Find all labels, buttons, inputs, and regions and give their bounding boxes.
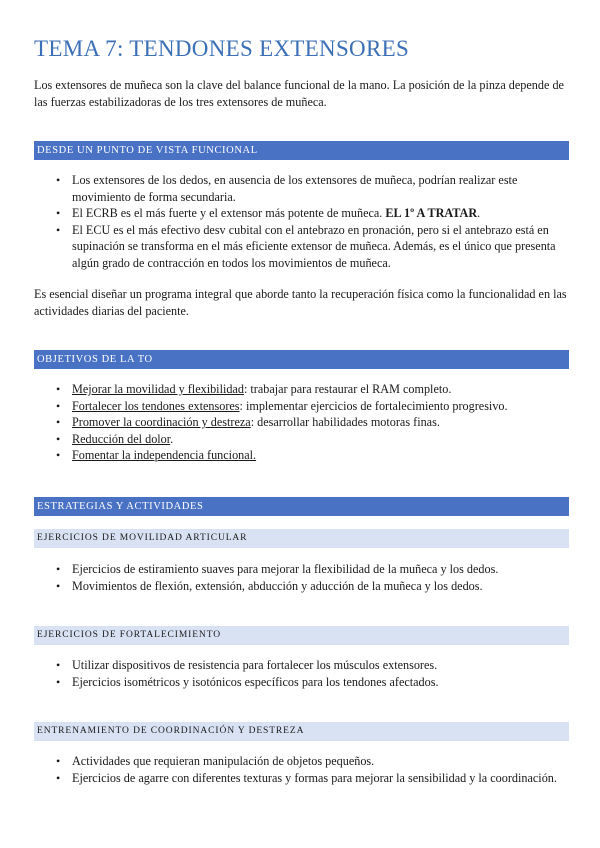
list-item-text: Actividades que requieran manipulación de objetos pequeños. bbox=[72, 754, 375, 768]
list-item bbox=[34, 674, 569, 691]
objective-title: Mejorar la movilidad y flexibilidad bbox=[72, 382, 244, 396]
bullet-icon: • bbox=[56, 415, 61, 429]
list-item bbox=[34, 431, 569, 448]
mobility-list bbox=[34, 561, 569, 594]
list-item-text: Ejercicios isométricos y isotónicos específicos para los tendones afectados. bbox=[72, 674, 439, 689]
coordination-list bbox=[34, 753, 569, 786]
page-title: TEMA 7: TENDONES EXTENSORES bbox=[34, 36, 410, 61]
list-item bbox=[34, 398, 569, 415]
objectives-list bbox=[34, 381, 569, 464]
section-heading-objectives: OBJETIVOS DE LA TO bbox=[34, 350, 569, 369]
summary-paragraph: Es esencial diseñar un programa integral que aborde tanto la recuperación física como la funcionalidad en las actividades diarias del paciente. bbox=[34, 287, 567, 318]
list-item bbox=[34, 222, 569, 272]
bullet-icon: • bbox=[56, 658, 61, 672]
objective-text: : implementar ejercicios de fortalecimiento progresivo. bbox=[239, 398, 508, 413]
bullet-icon: • bbox=[56, 173, 61, 187]
list-item bbox=[34, 770, 569, 787]
bullet-icon: • bbox=[56, 578, 61, 593]
list-item bbox=[34, 414, 569, 431]
intro-paragraph: Los extensores de muñeca son la clave del balance funcional de la mano. La posición de la pinza depende de las fuerzas estabilizadoras de los tres extensores de muñeca. bbox=[34, 78, 564, 109]
list-item-text: Movimientos de flexión, extensión, abducción y aducción de la muñeca y los dedos. bbox=[72, 578, 483, 593]
bullet-icon: • bbox=[56, 382, 61, 396]
list-item bbox=[34, 753, 569, 770]
objective-title: Reducción del dolor bbox=[72, 431, 171, 446]
objective-title: Fortalecer los tendones extensores bbox=[72, 398, 240, 413]
bullet-icon: • bbox=[56, 431, 61, 446]
list-item-emphasis: EL 1º A TRATAR bbox=[385, 206, 478, 220]
list-item bbox=[34, 381, 569, 398]
objective-text: . bbox=[170, 431, 174, 446]
section-heading-functional: DESDE UN PUNTO DE VISTA FUNCIONAL bbox=[34, 141, 569, 160]
list-item bbox=[34, 447, 569, 464]
list-item bbox=[34, 578, 569, 595]
list-item-text: Los extensores de los dedos, en ausencia de los extensores de muñeca, podrían realizar este movimiento de forma secundaria. bbox=[72, 173, 518, 204]
bullet-icon: • bbox=[56, 770, 61, 785]
section-heading-strategies: ESTRATEGIAS Y ACTIVIDADES bbox=[34, 497, 569, 516]
bullet-icon: • bbox=[56, 754, 61, 768]
bullet-icon: • bbox=[56, 674, 61, 689]
bullet-icon: • bbox=[56, 398, 61, 413]
list-item-text-end: . bbox=[477, 206, 481, 220]
list-item-text: El ECRB es el más fuerte y el extensor más potente de muñeca. bbox=[72, 206, 386, 220]
list-item-text: Ejercicios de agarre con diferentes texturas y formas para mejorar la sensibilidad y la coordinación. bbox=[72, 770, 557, 785]
bullet-icon: • bbox=[56, 562, 61, 576]
list-item bbox=[34, 657, 569, 674]
list-item-text: Ejercicios de estiramiento suaves para mejorar la flexibilidad de la muñeca y los dedos. bbox=[72, 562, 499, 576]
subsection-heading-mobility: EJERCICIOS DE MOVILIDAD ARTICULAR bbox=[34, 529, 569, 548]
objective-title: Promover la coordinación y destreza bbox=[72, 415, 251, 429]
list-item bbox=[34, 561, 569, 578]
functional-list bbox=[34, 172, 569, 271]
list-item bbox=[34, 205, 569, 222]
objective-title: Fomentar la independencia funcional. bbox=[72, 448, 257, 462]
objective-text: : trabajar para restaurar el RAM completo. bbox=[243, 382, 452, 396]
bullet-icon: • bbox=[56, 222, 61, 237]
subsection-heading-coordination: ENTRENAMIENTO DE COORDINACIÓN Y DESTREZA bbox=[34, 722, 569, 741]
strengthening-list bbox=[34, 657, 569, 690]
bullet-icon: • bbox=[56, 448, 61, 462]
list-item-text: El ECU es el más efectivo desv cubital con el antebrazo en pronación, pero si el antebrazo está en supinación se transforma en el más eficiente extensor de muñeca. Además, es el único que presenta algún grado de contracción en todos los movimientos de muñeca. bbox=[72, 222, 556, 270]
bullet-icon: • bbox=[56, 206, 61, 220]
list-item-text: Utilizar dispositivos de resistencia para fortalecer los músculos extensores. bbox=[72, 658, 438, 672]
list-item bbox=[34, 172, 569, 205]
objective-text: : desarrollar habilidades motoras finas. bbox=[250, 415, 440, 429]
subsection-heading-strengthening: EJERCICIOS DE FORTALECIMIENTO bbox=[34, 626, 569, 645]
